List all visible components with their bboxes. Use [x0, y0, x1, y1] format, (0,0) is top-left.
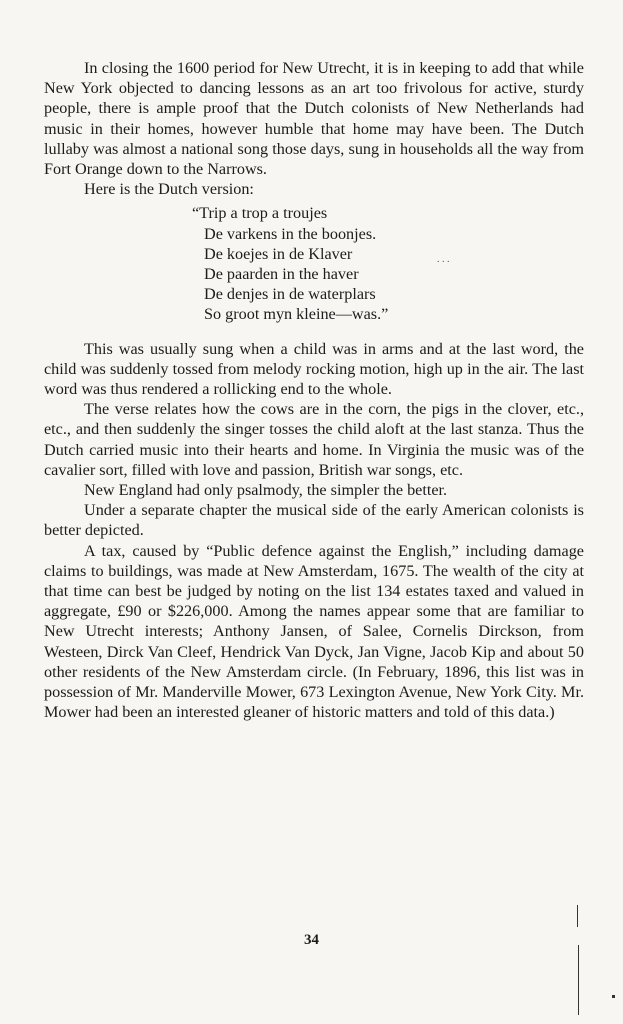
document-page: [44, 58, 584, 723]
paragraph-new-england: New England had only psalmody, the simpler the better.: [84, 481, 448, 500]
poem-line: De denjes in de waterplars: [204, 285, 376, 304]
scan-mark: . . .: [437, 254, 450, 265]
dutch-lullaby-poem: [192, 203, 584, 324]
poem-line: De paarden in the haver: [204, 265, 359, 284]
scan-edge-mark: [577, 905, 578, 927]
scan-edge-mark: [612, 995, 615, 998]
scan-edge-mark: [578, 945, 579, 1015]
poem-line: De varkens in the boonjes.: [204, 224, 377, 243]
poem-line: “Trip a trop a troujes: [192, 204, 328, 223]
paragraph-tax: A tax, caused by “Public defence against the English,” including damage claims to buildings, was made at New Amsterdam, 1675. The wealth of the city at that time can best be judged by noting on the list 134 estates taxed and valued in aggregate, £90 or $226,000. Among the names appear some that are familiar to New Utrecht interests; Anthony Jansen, of Salee, Cornelis Dirckson, from Westeen, Dirck Van Cleef, Hendrick Van Dyck, Jan Vigne, Jacob Kip and about 50 other residents of the New Amsterdam circle. (In February, 1896, this list was in possession of Mr. Manderville Mower, 673 Lexington Avenue, New York City. Mr. Mower had been an interested gleaner of historic matters and told of this data.): [44, 541, 584, 722]
paragraph-lullaby-intro: In closing the 1600 period for New Utrecht, it is in keeping to add that while New York objected to dancing lessons as an art too frivolous for active, sturdy people, there is ample proof that the Dutch colonists of New Netherlands had music in their homes, however humble that home may have been. The Dutch lullaby was almost a national song those days, sung in households all the way from Fort Orange down to the Narrows.: [44, 59, 584, 179]
poem-line: So groot myn kleine—was.”: [204, 305, 389, 324]
paragraph-dutch-version: Here is the Dutch version:: [84, 180, 254, 199]
paragraph-separate-chapter: Under a separate chapter the musical side of the early American colonists is better depicted.: [44, 501, 584, 540]
paragraph-verse-relates: The verse relates how the cows are in the corn, the pigs in the clover, etc., etc., and then suddenly the singer tosses the child aloft at the last stanza. Thus the Dutch carried music into their hearts and home. In Virginia the music was of the cavalier sort, filled with love and passion, British war songs, etc.: [44, 400, 584, 479]
paragraph-child-tossed: This was usually sung when a child was in arms and at the last word, the child was suddenly tossed from melody rocking motion, high up in the air. The last word was thus rendered a rollicking end to the whole.: [44, 339, 584, 399]
poem-line: De koejes in de Klaver: [204, 244, 353, 263]
page-number: 34: [304, 932, 319, 948]
